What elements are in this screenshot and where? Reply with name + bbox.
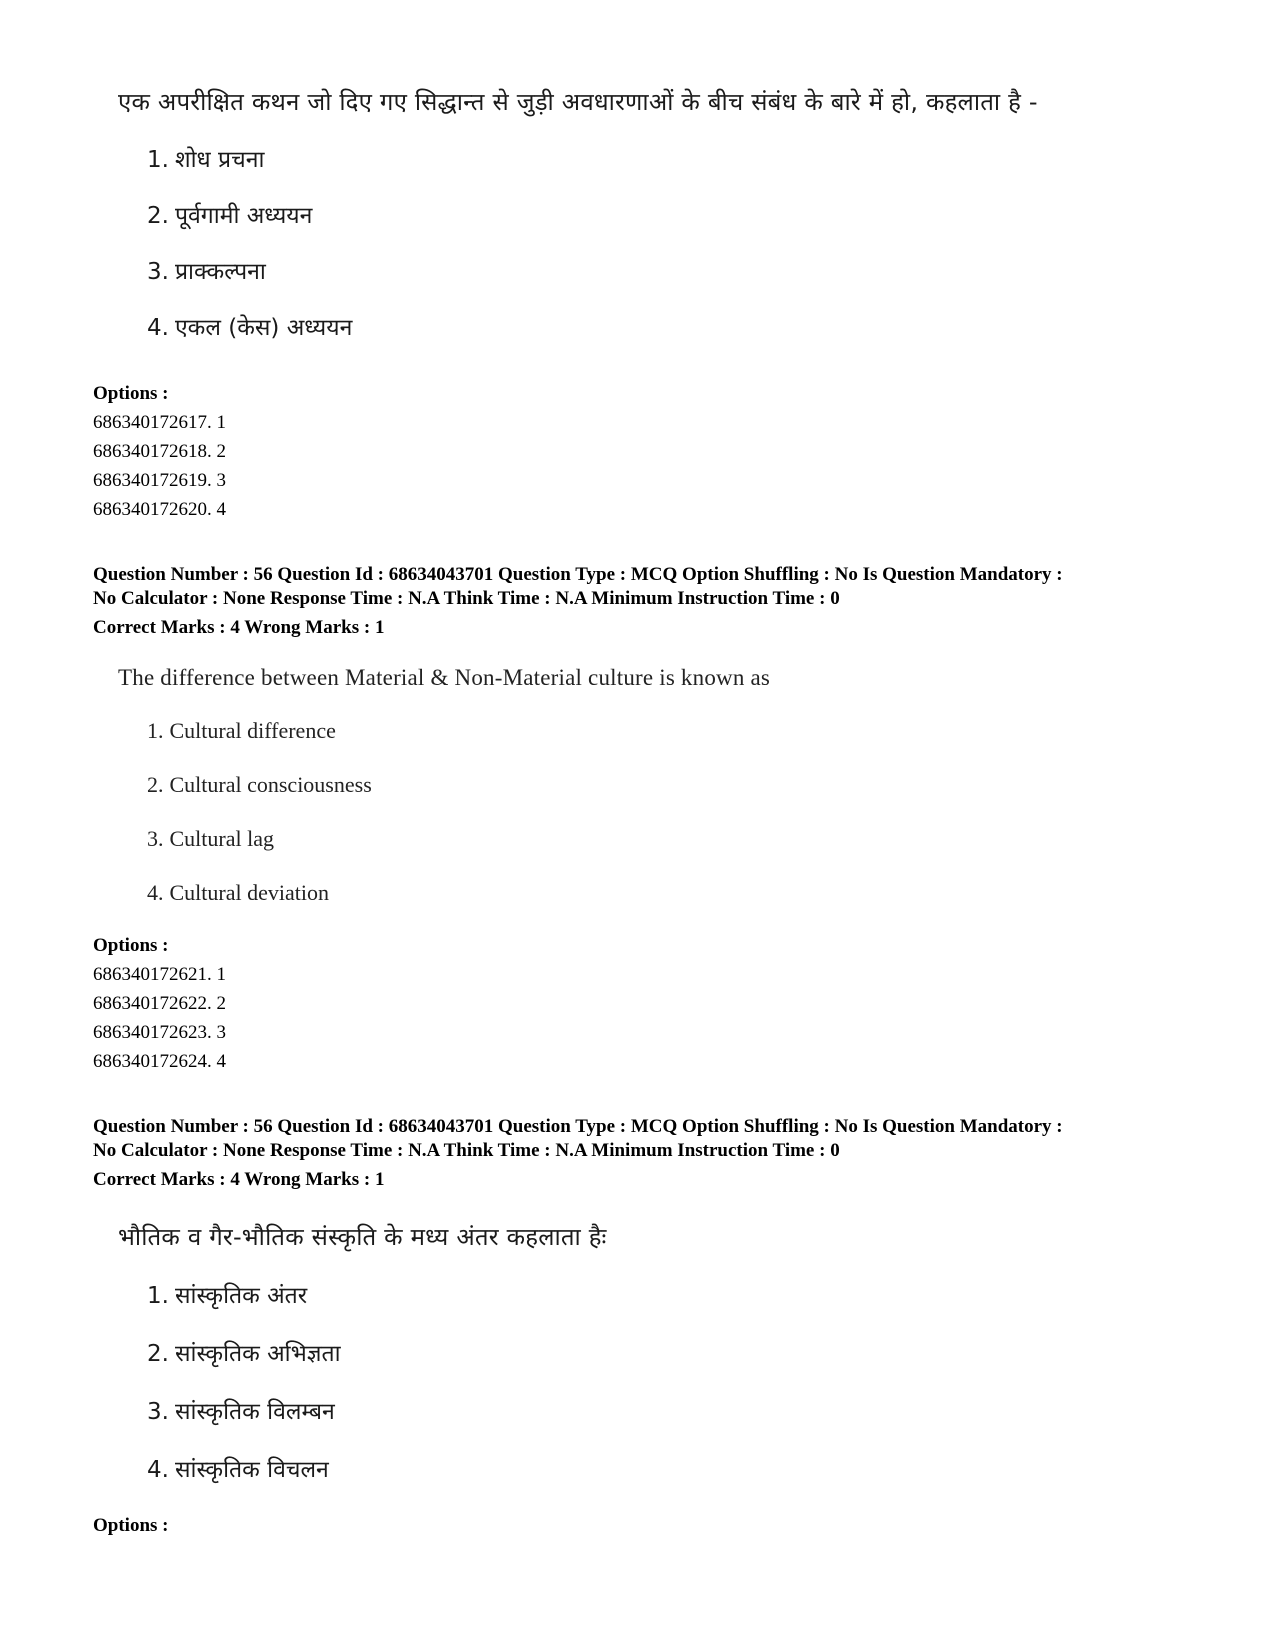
choice-text: सांस्कृतिक अभिज्ञता [174, 1341, 341, 1367]
choice-item [147, 772, 372, 798]
option-id-line: 686340172620. 4 [93, 499, 226, 520]
choice-number: 2. [147, 772, 164, 797]
choice-item [147, 1452, 329, 1484]
choice-item [147, 254, 266, 286]
choice-item [147, 880, 329, 906]
choice-text: प्राक्कल्पना [174, 259, 266, 285]
question-text-english: The difference between Material & Non-Material culture is known as [118, 665, 771, 690]
choice-text: Cultural lag [169, 826, 274, 851]
question-meta-line: No Calculator : None Response Time : N.A Think Time : N.A Minimum Instruction Time : 0 [93, 1140, 840, 1161]
question-meta-line: Question Number : 56 Question Id : 68634043701 Question Type : MCQ Option Shuffling : No Is Question Mandatory : [93, 1116, 1063, 1137]
choice-number: 1. [147, 1283, 169, 1309]
question-meta-line: Question Number : 56 Question Id : 68634043701 Question Type : MCQ Option Shuffling : No Is Question Mandatory : [93, 564, 1063, 585]
option-id-line: 686340172623. 3 [93, 1022, 226, 1043]
choice-number: 2. [147, 203, 169, 229]
options-label: Options : [93, 1515, 169, 1536]
choice-text: एकल (केस) अध्ययन [174, 315, 353, 341]
question-text-hindi-2: भौतिक व गैर-भौतिक संस्कृति के मध्य अंतर कहलाता हैः [118, 1223, 607, 1251]
choice-text: शोध प्रचना [174, 147, 265, 173]
choice-item [147, 1336, 341, 1368]
choice-number: 4. [147, 315, 169, 341]
option-id-line: 686340172621. 1 [93, 964, 226, 985]
choice-number: 1. [147, 147, 169, 173]
choice-text: Cultural difference [169, 718, 336, 743]
option-id-line: 686340172622. 2 [93, 993, 226, 1014]
question-meta [93, 563, 1203, 611]
choice-item [147, 198, 312, 230]
marks-line: Correct Marks : 4 Wrong Marks : 1 [93, 1169, 385, 1190]
choice-text: सांस्कृतिक विचलन [174, 1457, 329, 1483]
choice-number: 1. [147, 718, 164, 743]
choice-item [147, 718, 336, 744]
choice-item [147, 142, 264, 174]
choice-item [147, 310, 352, 342]
option-id-line: 686340172624. 4 [93, 1051, 226, 1072]
choice-text: सांस्कृतिक विलम्बन [174, 1399, 335, 1425]
question-meta-line: No Calculator : None Response Time : N.A Think Time : N.A Minimum Instruction Time : 0 [93, 588, 840, 609]
choice-text: Cultural consciousness [169, 772, 372, 797]
choice-item [147, 826, 274, 852]
option-id-line: 686340172618. 2 [93, 441, 226, 462]
choice-number: 2. [147, 1341, 169, 1367]
question-meta [93, 1115, 1203, 1163]
choice-number: 3. [147, 1399, 169, 1425]
choice-item [147, 1278, 307, 1310]
marks-line: Correct Marks : 4 Wrong Marks : 1 [93, 617, 385, 638]
option-id-line: 686340172617. 1 [93, 412, 226, 433]
choice-number: 4. [147, 1457, 169, 1483]
choice-number: 4. [147, 880, 164, 905]
choice-item [147, 1394, 335, 1426]
choice-number: 3. [147, 826, 164, 851]
choice-number: 3. [147, 259, 169, 285]
choice-text: सांस्कृतिक अंतर [174, 1283, 308, 1309]
options-label: Options : [93, 935, 169, 956]
choice-text: Cultural deviation [169, 880, 329, 905]
option-id-line: 686340172619. 3 [93, 470, 226, 491]
options-label: Options : [93, 383, 169, 404]
choice-text: पूर्वगामी अध्ययन [174, 203, 313, 229]
question-text-hindi-1: एक अपरीक्षित कथन जो दिए गए सिद्धान्त से जुड़ी अवधारणाओं के बीच संबंध के बारे में हो, कहलाता है - [118, 88, 1038, 116]
